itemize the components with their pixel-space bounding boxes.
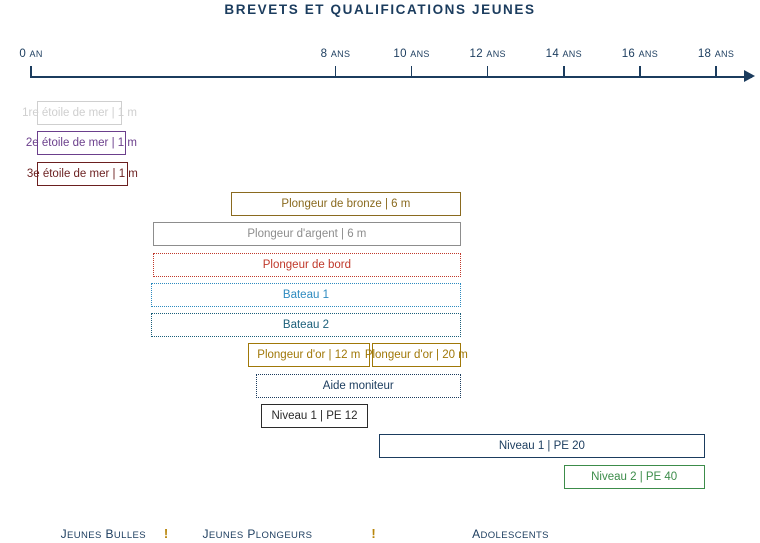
axis-tick <box>715 66 717 77</box>
timeline-bar-label: Aide moniteur <box>322 379 394 392</box>
age-group-label: JEUNES PLONGEURS <box>202 527 313 541</box>
axis-line <box>30 76 752 78</box>
timeline-bar-label: Plongeur de bronze | 6 m <box>281 197 411 210</box>
timeline-bar-label: Niveau 1 | PE 12 <box>271 410 358 422</box>
axis-tick-label: 14 ANS <box>545 48 582 60</box>
axis-tick <box>639 66 641 77</box>
timeline-bar <box>564 465 705 489</box>
axis-tick <box>563 66 565 77</box>
axis-tick <box>30 66 32 77</box>
timeline-bar-label: Plongeur d'or | 12 m <box>257 349 361 362</box>
timeline-bar <box>22 101 137 125</box>
axis-tick <box>335 66 337 77</box>
timeline-bar-label: Plongeur de bord <box>262 258 351 271</box>
timeline-bar-label: Plongeur d'or | 20 m <box>364 349 468 362</box>
timeline-bar-label: Bateau 2 <box>282 319 329 332</box>
timeline-bar <box>248 343 370 367</box>
timeline-bar <box>153 253 461 277</box>
timeline-bar <box>364 343 468 367</box>
axis-tick <box>487 66 489 77</box>
timeline-bar <box>151 283 461 307</box>
axis-tick-label: 10 ANS <box>393 48 430 60</box>
group-separator: ! <box>371 526 376 541</box>
axis-tick-label: 8 ANS <box>320 48 351 60</box>
timeline-bar-label: 1re étoile de mer | 1 m <box>22 107 137 119</box>
age-group-label: JEUNES BULLES <box>60 527 146 541</box>
axis-tick <box>411 66 413 77</box>
axis-tick-label: 12 ANS <box>469 48 506 60</box>
timeline-bar-label: 2e étoile de mer | 1 m <box>25 137 137 150</box>
page-title: BREVETS ET QUALIFICATIONS JEUNES <box>224 2 536 17</box>
timeline-bar-label: Plongeur d'argent | 6 m <box>247 228 367 241</box>
group-separator: ! <box>163 526 169 541</box>
axis-tick-label: 18 ANS <box>697 48 735 60</box>
timeline-bar <box>231 192 461 216</box>
axis-tick-label: 0 AN <box>19 48 43 60</box>
timeline-bar <box>153 222 461 246</box>
timeline-bar <box>261 404 368 428</box>
timeline-bar <box>25 131 137 155</box>
timeline-bar-label: 3e étoile de mer | 1 m <box>26 167 138 180</box>
timeline-bar-label: Niveau 2 | PE 40 <box>591 470 678 483</box>
timeline-bar-label: Bateau 1 <box>282 288 329 301</box>
timeline-bar-label: Niveau 1 | PE 20 <box>498 440 585 453</box>
age-group-label: ADOLESCENTS <box>472 527 549 541</box>
timeline-bar <box>379 434 704 458</box>
timeline-bar <box>26 162 138 186</box>
timeline-bar <box>256 374 462 398</box>
axis-tick-label: 16 ANS <box>621 48 659 60</box>
axis-arrow-icon <box>744 70 755 82</box>
timeline-bar <box>151 313 461 337</box>
